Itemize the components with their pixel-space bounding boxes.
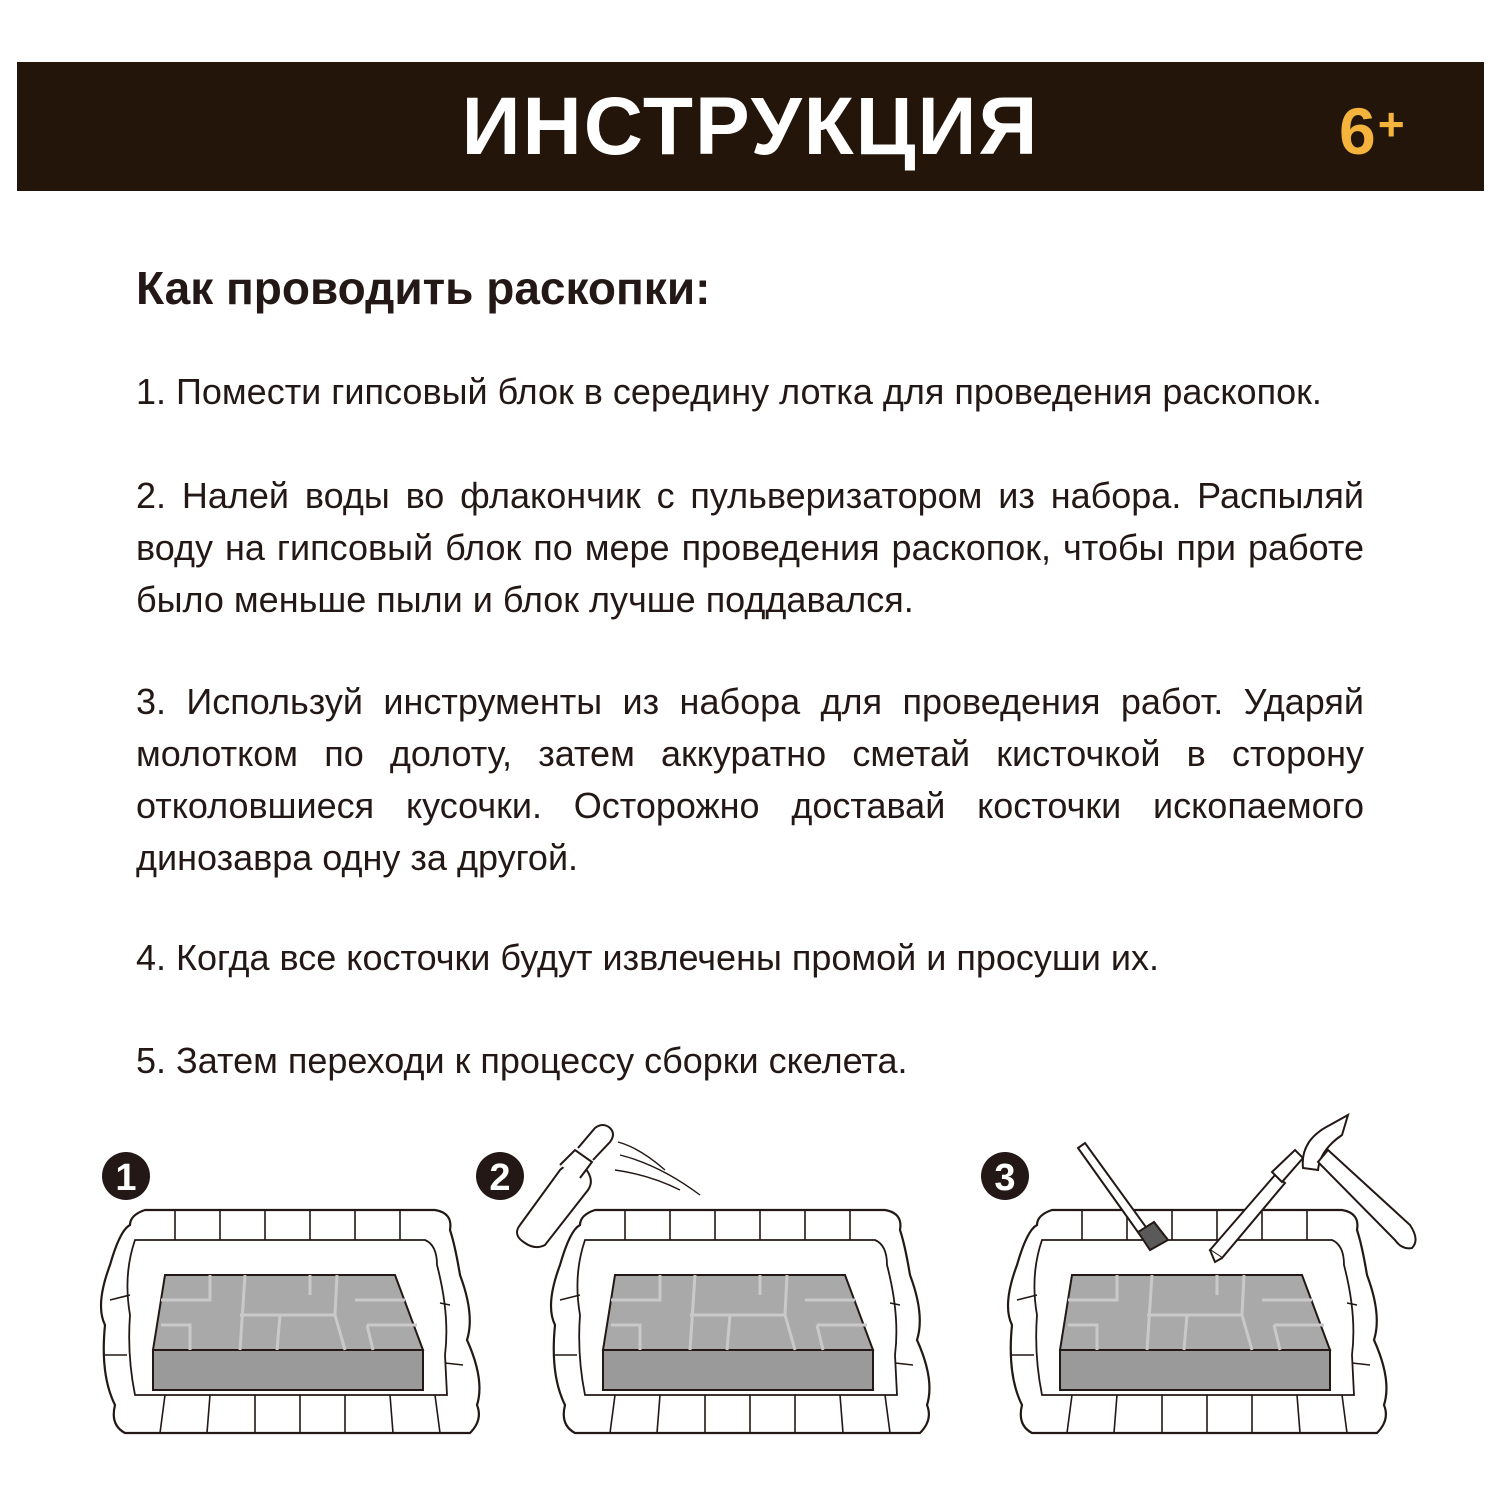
badge-2-number: 2 [489, 1157, 511, 1199]
badge-1-number: 1 [115, 1157, 137, 1199]
illustration-2 [476, 1125, 929, 1433]
badge-3-number: 3 [994, 1157, 1016, 1199]
age-number: 6 [1339, 94, 1376, 168]
header-banner [17, 62, 1484, 191]
section-heading: Как проводить раскопки: [136, 262, 711, 314]
tray-icon [1008, 1210, 1386, 1433]
tray-icon [101, 1210, 479, 1433]
age-rating-badge [1339, 62, 1405, 191]
illustrations [0, 1100, 1500, 1460]
illustration-1 [101, 1152, 479, 1433]
step-2-text: 2. Налей воды во флакончик с пульверизатором из набора. Распыляй воду на гипсовый блок по мере проведения раскопок, чтобы при работе было меньше пыли и блок лучше поддавался. [136, 475, 1364, 620]
step-4-text: 4. Когда все косточки будут извлечены промой и просуши их. [136, 937, 1159, 978]
tray-icon [551, 1210, 929, 1433]
step-3-text: 3. Используй инструменты из набора для проведения работ. Ударяй молотком по долоту, затем аккуратно сметай кисточкой в сторону отколовшиеся кусочки. Осторожно доставай косточки ископаемого динозавра одну за другой. [136, 681, 1364, 878]
page-title: ИНСТРУКЦИЯ [461, 81, 1040, 172]
step-1-text: 1. Помести гипсовый блок в середину лотка для проведения раскопок. [136, 371, 1322, 412]
illustration-3 [981, 1115, 1416, 1433]
age-plus: + [1377, 98, 1405, 150]
step-5-text: 5. Затем переходи к процессу сборки скелета. [136, 1040, 908, 1081]
